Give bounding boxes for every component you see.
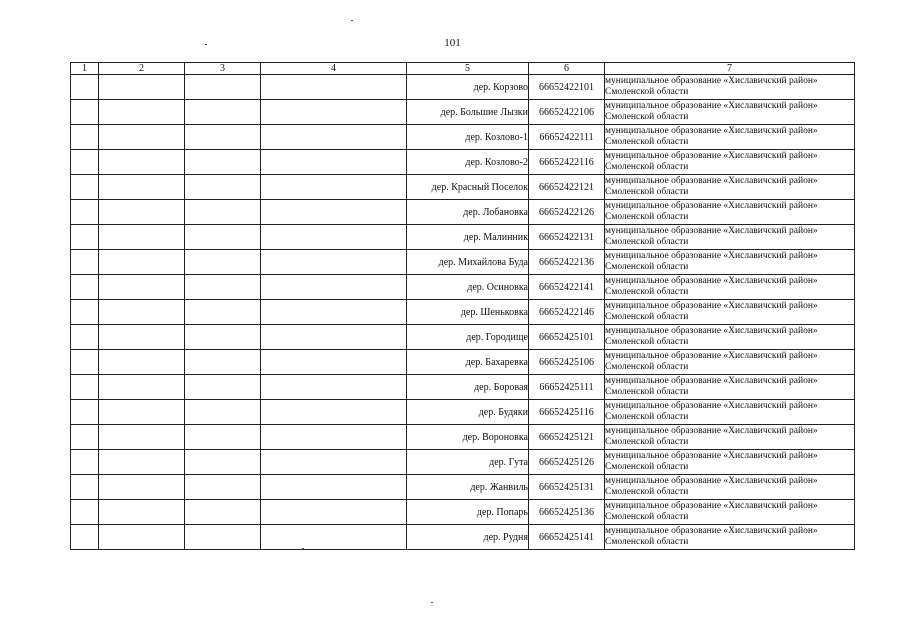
cell-col4 — [261, 225, 407, 250]
column-header: 5 — [407, 63, 529, 75]
oktmo-code: 66652422111 — [529, 125, 605, 150]
cell-col4 — [261, 325, 407, 350]
table-row — [71, 300, 855, 325]
cell-col4 — [261, 75, 407, 100]
municipality-line2: Смоленской области — [605, 537, 689, 547]
settlement-name: дер. Попарь — [407, 500, 529, 525]
registry-table — [70, 62, 855, 550]
table-row — [71, 125, 855, 150]
municipality-line2: Смоленской области — [605, 337, 689, 347]
oktmo-code: 66652425116 — [529, 400, 605, 425]
cell-col3 — [185, 525, 261, 550]
column-header: 3 — [185, 63, 261, 75]
oktmo-code: 66652422101 — [529, 75, 605, 100]
cell-col1 — [71, 375, 99, 400]
municipality-line2: Смоленской области — [605, 137, 689, 147]
cell-col3 — [185, 400, 261, 425]
oktmo-code: 66652425101 — [529, 325, 605, 350]
oktmo-code: 66652422131 — [529, 225, 605, 250]
settlement-name: дер. Корзово — [407, 75, 529, 100]
settlement-name: дер. Малинник — [407, 225, 529, 250]
cell-col4 — [261, 375, 407, 400]
settlement-name: дер. Будяки — [407, 400, 529, 425]
table-row — [71, 225, 855, 250]
table-row — [71, 500, 855, 525]
municipality-line2: Смоленской области — [605, 162, 689, 172]
cell-col1 — [71, 275, 99, 300]
municipality-cell — [605, 250, 855, 275]
municipality-cell — [605, 450, 855, 475]
cell-col3 — [185, 250, 261, 275]
table-row — [71, 100, 855, 125]
cell-col3 — [185, 100, 261, 125]
municipality-line2: Смоленской области — [605, 362, 689, 372]
cell-col2 — [99, 225, 185, 250]
cell-col1 — [71, 350, 99, 375]
column-header: 4 — [261, 63, 407, 75]
municipality-line1: муниципальное образование «Хиславичский район» — [605, 276, 818, 286]
municipality-line1: муниципальное образование «Хиславичский район» — [605, 301, 818, 311]
municipality-line2: Смоленской области — [605, 87, 689, 97]
cell-col3 — [185, 175, 261, 200]
cell-col3 — [185, 475, 261, 500]
cell-col4 — [261, 175, 407, 200]
oktmo-code: 66652422141 — [529, 275, 605, 300]
cell-col1 — [71, 475, 99, 500]
oktmo-code: 66652422121 — [529, 175, 605, 200]
municipality-line2: Смоленской области — [605, 112, 689, 122]
table-row — [71, 250, 855, 275]
cell-col1 — [71, 200, 99, 225]
cell-col4 — [261, 150, 407, 175]
municipality-cell — [605, 425, 855, 450]
municipality-cell — [605, 525, 855, 550]
column-header: 2 — [99, 63, 185, 75]
table-row — [71, 150, 855, 175]
settlement-name: дер. Вороновка — [407, 425, 529, 450]
municipality-line2: Смоленской области — [605, 237, 689, 247]
municipality-line1: муниципальное образование «Хиславичский район» — [605, 351, 818, 361]
oktmo-code: 66652425111 — [529, 375, 605, 400]
cell-col4 — [261, 200, 407, 225]
cell-col2 — [99, 175, 185, 200]
settlement-name: дер. Большие Лызки — [407, 100, 529, 125]
municipality-line1: муниципальное образование «Хиславичский район» — [605, 451, 818, 461]
municipality-line2: Смоленской области — [605, 262, 689, 272]
municipality-line2: Смоленской области — [605, 187, 689, 197]
cell-col3 — [185, 375, 261, 400]
cell-col4 — [261, 275, 407, 300]
oktmo-code: 66652422136 — [529, 250, 605, 275]
settlement-name: дер. Боровая — [407, 375, 529, 400]
table-row — [71, 275, 855, 300]
cell-col2 — [99, 475, 185, 500]
municipality-cell — [605, 200, 855, 225]
cell-col2 — [99, 375, 185, 400]
oktmo-code: 66652425136 — [529, 500, 605, 525]
cell-col1 — [71, 325, 99, 350]
settlement-name: дер. Рудня — [407, 525, 529, 550]
municipality-cell — [605, 475, 855, 500]
cell-col4 — [261, 300, 407, 325]
municipality-line2: Смоленской области — [605, 212, 689, 222]
table-body — [71, 75, 855, 550]
municipality-cell — [605, 275, 855, 300]
cell-col3 — [185, 275, 261, 300]
municipality-line1: муниципальное образование «Хиславичский район» — [605, 426, 818, 436]
cell-col1 — [71, 250, 99, 275]
settlement-name: дер. Лобановка — [407, 200, 529, 225]
cell-col4 — [261, 475, 407, 500]
page-number: 101 — [444, 37, 461, 49]
municipality-line2: Смоленской области — [605, 387, 689, 397]
column-number-row — [71, 63, 855, 75]
table-row — [71, 450, 855, 475]
municipality-line2: Смоленской области — [605, 487, 689, 497]
cell-col1 — [71, 75, 99, 100]
cell-col4 — [261, 525, 407, 550]
cell-col4 — [261, 450, 407, 475]
municipality-cell — [605, 350, 855, 375]
municipality-line2: Смоленской области — [605, 437, 689, 447]
table-row — [71, 325, 855, 350]
settlement-name: дер. Красный Поселок — [407, 175, 529, 200]
table-row — [71, 400, 855, 425]
municipality-line1: муниципальное образование «Хиславичский район» — [605, 201, 818, 211]
oktmo-code: 66652425106 — [529, 350, 605, 375]
cell-col2 — [99, 525, 185, 550]
cell-col2 — [99, 200, 185, 225]
municipality-line1: муниципальное образование «Хиславичский район» — [605, 376, 818, 386]
cell-col4 — [261, 425, 407, 450]
cell-col2 — [99, 350, 185, 375]
municipality-line1: муниципальное образование «Хиславичский район» — [605, 401, 818, 411]
municipality-line1: муниципальное образование «Хиславичский район» — [605, 126, 818, 136]
cell-col3 — [185, 200, 261, 225]
municipality-cell — [605, 100, 855, 125]
scan-speck — [351, 20, 353, 21]
municipality-cell — [605, 225, 855, 250]
cell-col2 — [99, 325, 185, 350]
settlement-name: дер. Жанвиль — [407, 475, 529, 500]
cell-col2 — [99, 300, 185, 325]
municipality-line2: Смоленской области — [605, 312, 689, 322]
oktmo-code: 66652425121 — [529, 425, 605, 450]
table-row — [71, 175, 855, 200]
oktmo-code: 66652425141 — [529, 525, 605, 550]
settlement-name: дер. Козлово-1 — [407, 125, 529, 150]
municipality-cell — [605, 375, 855, 400]
cell-col3 — [185, 325, 261, 350]
table-row — [71, 200, 855, 225]
column-header: 7 — [605, 63, 855, 75]
cell-col3 — [185, 150, 261, 175]
municipality-line1: муниципальное образование «Хиславичский район» — [605, 226, 818, 236]
cell-col2 — [99, 500, 185, 525]
cell-col4 — [261, 350, 407, 375]
table-row — [71, 375, 855, 400]
table-row — [71, 475, 855, 500]
column-header: 6 — [529, 63, 605, 75]
settlement-name: дер. Гута — [407, 450, 529, 475]
cell-col2 — [99, 450, 185, 475]
cell-col1 — [71, 450, 99, 475]
cell-col3 — [185, 425, 261, 450]
cell-col1 — [71, 150, 99, 175]
municipality-line2: Смоленской области — [605, 412, 689, 422]
oktmo-code: 66652422106 — [529, 100, 605, 125]
oktmo-code: 66652422116 — [529, 150, 605, 175]
oktmo-code: 66652422146 — [529, 300, 605, 325]
cell-col4 — [261, 250, 407, 275]
cell-col1 — [71, 125, 99, 150]
cell-col3 — [185, 450, 261, 475]
municipality-line2: Смоленской области — [605, 462, 689, 472]
municipality-line1: муниципальное образование «Хиславичский район» — [605, 501, 818, 511]
scan-speck — [431, 602, 433, 603]
cell-col2 — [99, 400, 185, 425]
settlement-name: дер. Бахаревка — [407, 350, 529, 375]
cell-col3 — [185, 125, 261, 150]
municipality-cell — [605, 75, 855, 100]
table-row — [71, 75, 855, 100]
municipality-line1: муниципальное образование «Хиславичский район» — [605, 476, 818, 486]
municipality-cell — [605, 325, 855, 350]
cell-col4 — [261, 100, 407, 125]
oktmo-code: 66652425131 — [529, 475, 605, 500]
cell-col2 — [99, 125, 185, 150]
municipality-cell — [605, 175, 855, 200]
settlement-name: дер. Городище — [407, 325, 529, 350]
cell-col3 — [185, 300, 261, 325]
municipality-cell — [605, 500, 855, 525]
cell-col2 — [99, 250, 185, 275]
settlement-name: дер. Шеньковка — [407, 300, 529, 325]
municipality-cell — [605, 150, 855, 175]
settlement-name: дер. Осиновка — [407, 275, 529, 300]
cell-col2 — [99, 425, 185, 450]
table-row — [71, 525, 855, 550]
cell-col1 — [71, 100, 99, 125]
cell-col1 — [71, 425, 99, 450]
cell-col4 — [261, 400, 407, 425]
municipality-line1: муниципальное образование «Хиславичский район» — [605, 151, 818, 161]
municipality-line2: Смоленской области — [605, 512, 689, 522]
cell-col2 — [99, 150, 185, 175]
municipality-line1: муниципальное образование «Хиславичский район» — [605, 101, 818, 111]
municipality-cell — [605, 400, 855, 425]
cell-col2 — [99, 75, 185, 100]
cell-col1 — [71, 500, 99, 525]
cell-col4 — [261, 500, 407, 525]
cell-col1 — [71, 525, 99, 550]
oktmo-code: 66652422126 — [529, 200, 605, 225]
municipality-line1: муниципальное образование «Хиславичский район» — [605, 251, 818, 261]
municipality-line1: муниципальное образование «Хиславичский район» — [605, 176, 818, 186]
oktmo-code: 66652425126 — [529, 450, 605, 475]
municipality-line1: муниципальное образование «Хиславичский район» — [605, 526, 818, 536]
column-header: 1 — [71, 63, 99, 75]
cell-col1 — [71, 300, 99, 325]
cell-col3 — [185, 75, 261, 100]
municipality-cell — [605, 125, 855, 150]
cell-col4 — [261, 125, 407, 150]
municipality-cell — [605, 300, 855, 325]
municipality-line2: Смоленской области — [605, 287, 689, 297]
cell-col3 — [185, 225, 261, 250]
settlement-name: дер. Михайлова Буда — [407, 250, 529, 275]
cell-col3 — [185, 500, 261, 525]
cell-col3 — [185, 350, 261, 375]
cell-col1 — [71, 400, 99, 425]
table-row — [71, 350, 855, 375]
cell-col2 — [99, 275, 185, 300]
municipality-line1: муниципальное образование «Хиславичский район» — [605, 326, 818, 336]
settlement-name: дер. Козлово-2 — [407, 150, 529, 175]
cell-col1 — [71, 225, 99, 250]
cell-col1 — [71, 175, 99, 200]
table-row — [71, 425, 855, 450]
municipality-line1: муниципальное образование «Хиславичский район» — [605, 76, 818, 86]
cell-col2 — [99, 100, 185, 125]
